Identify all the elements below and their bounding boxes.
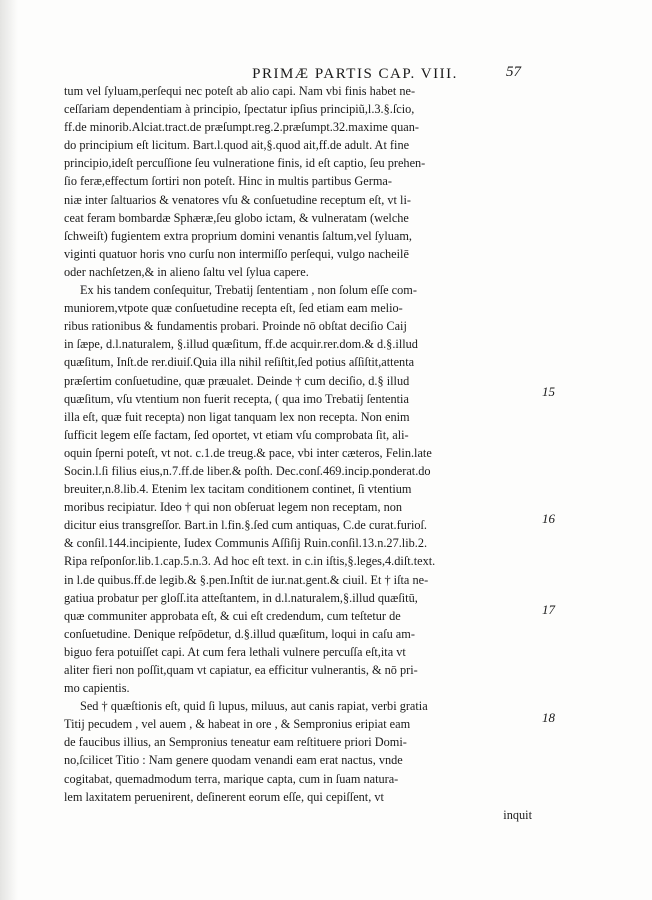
margin-number: 16 [542, 511, 555, 526]
text-line: Socin.l.ſi filius eius,n.7.ff.de liber.& poſth. Dec.conſ.469.incip.ponderat.do [64, 463, 431, 478]
text-line: quæſitum, Inſt.de rer.diuiſ.Quia illa nihil reſiſtit,ſed potius aſſiſtit,attenta [64, 355, 415, 370]
text-line: ff.de minorib.Alciat.tract.de præſumpt.reg.2.præſumpt.32.maxime quan- [64, 120, 419, 135]
text-line: in ſæpe, d.l.naturalem, §.illud quæſitum, ff.de acquir.rer.dom.& d.§.illud [64, 337, 418, 352]
text-line: ſchweiſt) fugientem extra proprium domini venantis ſaltum,vel ſyluam, [64, 228, 412, 243]
text-line: illa eſt, quæ fuit recepta) non ligat tanquam lex non recepta. Non enim [64, 409, 410, 424]
paragraph-start-line: Sed † quæſtionis eſt, quid ſi lupus, miluus, aut canis rapiat, verbi gratia [80, 699, 428, 714]
text-line: oquin ſperni poteſt, vt not. c.1.de treug.& pace, vbi inter cæteros, Felin.late [64, 445, 432, 460]
margin-number: 15 [542, 384, 555, 399]
margin-number: 17 [542, 602, 555, 617]
text-line: de faucibus illius, an Sempronius teneatur eam reſtituere priori Domi- [64, 735, 407, 750]
text-line: gatiua probatur per gloſſ.ita atteſtantem, in d.l.naturalem,§.illud quæſitū, [64, 590, 418, 605]
text-line: niæ inter ſaltuarios & venatores vſu & conſuetudine receptum eſt, vt li- [64, 192, 411, 207]
page-gutter-shadow [0, 0, 18, 900]
text-line: conſuetudine. Denique reſpōdetur, d.§.illud quæſitum, loqui in caſu am- [64, 626, 415, 641]
text-line: quæſitum, vſu vtentium non fuerit recepta, ( qua imo Trebatij ſententia [64, 391, 409, 406]
text-line: do principium eſt licitum. Bart.l.quod ait,§.quod ait,ff.de adult. At fine [64, 138, 410, 153]
text-line: quæ communiter approbata eſt, & cui eſt credendum, cum teſtetur de [64, 608, 401, 623]
text-line: moribus recipiatur. Ideo † qui non obſeruat legem non receptam, non [64, 500, 403, 515]
text-line: tum vel ſyluam,perſequi nec poteſt ab alio capi. Nam vbi finis habet ne- [64, 84, 416, 98]
text-line: Ripa reſponſor.lib.1.cap.5.n.3. Ad hoc eſt text. in c.in iſtis,§.leges,4.diſt.text. [64, 554, 436, 569]
text-line: præſertim conſuetudine, quæ præualet. Deinde † cum deciſio, d.§ illud [64, 373, 410, 388]
text-line: lem laxitatem peruenirent, deſinerent eorum eſſe, qui cepiſſent, vt [64, 789, 384, 804]
running-header: PRIMÆ PARTIS CAP. VIII. [252, 66, 458, 82]
text-line: viginti quatuor horis vno curſu non intermiſſo perſequi, vulgo nacheilē [64, 246, 409, 261]
page-number: 57 [506, 64, 521, 80]
text-line: ceſſariam dependentiam à principio, ſpectatur ipſius principiũ,l.3.§.ſcio, [64, 102, 415, 117]
catchword: inquit [503, 807, 532, 822]
body-text [64, 82, 534, 824]
text-line: aliter fieri non poſſit,quam vt capiatur, ea efficitur vulnerantis, & nō pri- [64, 663, 418, 677]
text-line: mo capientis. [64, 681, 130, 696]
text-line: in l.de quibus.ff.de legib.& §.pen.Inſtit de iur.nat.gent.& ciuil. Et † iſta ne- [64, 572, 429, 587]
text-line: muniorem,vtpote quæ conſuetudine recepta eſt, ſed etiam eam melio- [64, 301, 403, 316]
text-line: ceat feram bombardæ Sphæræ,ſeu globo ictam, & vulneratam (welche [64, 210, 409, 225]
margin-number: 18 [542, 710, 555, 725]
text-line: ribus rationibus & fundamentis probari. Proinde nō obſtat deciſio Caij [64, 319, 407, 334]
text-line: cogitabat, quemadmodum terra, marique capta, cum in ſuam natura- [64, 771, 399, 786]
text-line: Titij pecudem , vel auem , & habeat in ore , & Sempronius eripiat eam [64, 717, 411, 732]
paragraph-start-line: Ex his tandem conſequitur, Trebatij ſententiam , non ſolum eſſe com- [80, 283, 417, 298]
text-line: breuiter,n.8.lib.4. Etenim lex tacitam conditionem continet, ſi vtentium [64, 482, 412, 497]
text-line: & conſil.144.incipiente, Iudex Communis Aſſiſij Ruin.conſil.13.n.27.lib.2. [64, 536, 428, 551]
text-line: ſio feræ,effectum ſortiri non poteſt. Hinc in multis partibus Germa- [64, 174, 392, 189]
text-line: dicitur eius transgreſſor. Bart.in l.fin.§.ſed cum antiquas, C.de curat.furioſ. [64, 518, 428, 533]
text-line: principio,ideſt percuſſione ſeu vulneratione finis, id eſt captio, ſeu prehen- [64, 156, 426, 171]
text-line: no,ſcilicet Titio : Nam genere quodam venandi eam erat nactus, vnde [64, 753, 403, 768]
text-line: oder nachſetzen,& in alieno ſaltu vel ſylua capere. [64, 264, 309, 279]
text-line: biguo fera potuiſſet capi. At cum fera lethali vulnere percuſſa eſt,ita vt [64, 644, 406, 659]
text-line: ſufficit legem eſſe factam, ſed oportet, vt etiam vſu comprobata ſit, ali- [64, 427, 409, 442]
